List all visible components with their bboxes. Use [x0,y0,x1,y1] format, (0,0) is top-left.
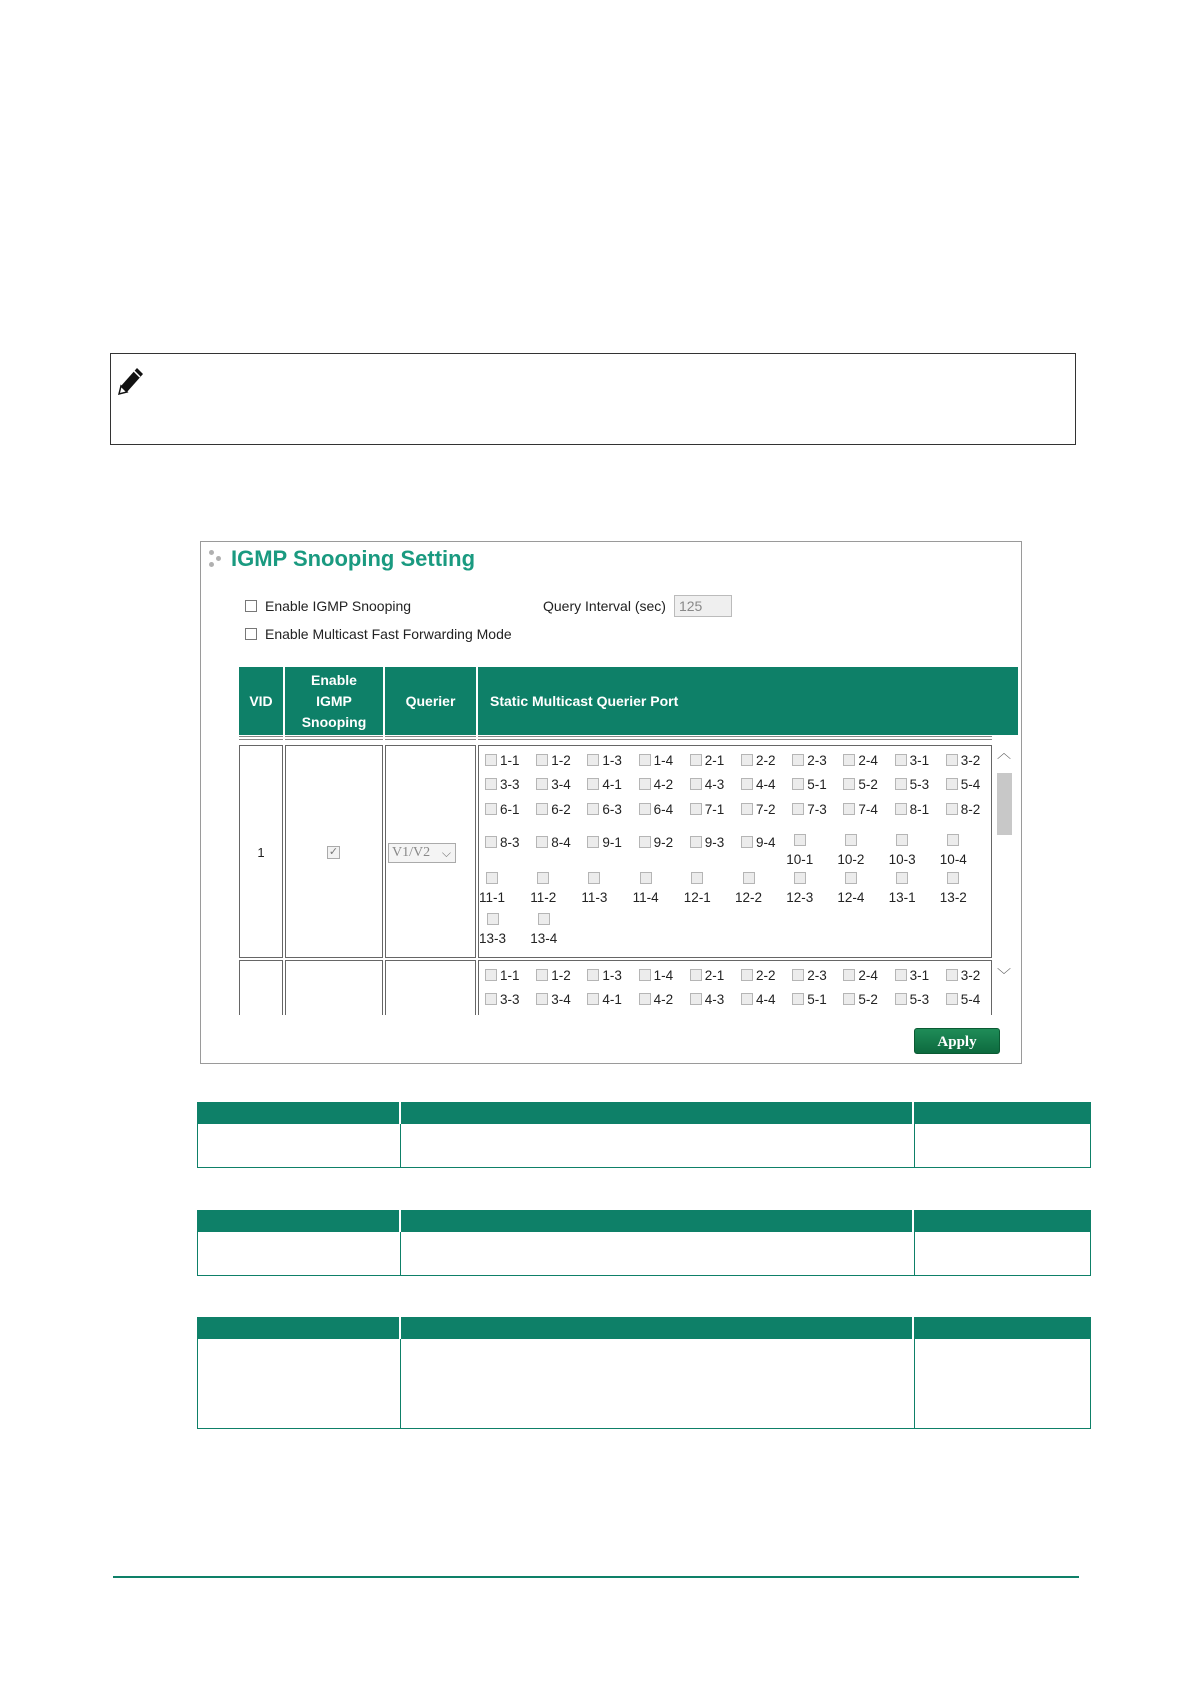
port-option-4-1[interactable] [587,991,622,1007]
footer-rule [113,1576,1079,1578]
port-option-3-4[interactable] [536,776,571,792]
query-interval-label: Query Interval (sec) [543,598,666,614]
port-checkbox[interactable] [587,803,599,815]
port-option-5-2[interactable] [843,991,878,1007]
port-option-3-2[interactable] [946,967,981,983]
port-label: 8-3 [500,834,520,850]
port-option-9-4[interactable] [741,834,776,850]
port-checkbox[interactable] [896,872,908,884]
port-option-3-3[interactable] [485,776,520,792]
port-option-1-2[interactable] [536,967,571,983]
port-label: 4-2 [653,991,674,1007]
port-label: 3-3 [500,776,520,792]
port-label: 8-4 [551,834,571,850]
port-label: 2-2 [756,752,776,768]
scrollbar-thumb[interactable] [997,773,1012,835]
chevron-down-icon[interactable]: ﹀ [997,967,1011,983]
query-interval [543,595,732,617]
col-static-port-label: Static Multicast Querier Port [490,692,679,709]
port-option-9-1[interactable] [587,834,622,850]
port-checkbox[interactable] [485,803,497,815]
port-option-11-3[interactable] [581,872,607,905]
port-option-2-4[interactable] [843,752,878,768]
port-option-4-1[interactable] [587,776,622,792]
port-option-1-1[interactable] [485,967,520,983]
port-checkbox[interactable] [896,834,908,846]
port-option-6-3[interactable] [587,801,622,817]
port-checkbox[interactable] [485,836,497,848]
port-checkbox[interactable] [639,969,651,981]
port-label: 12-1 [683,890,711,905]
port-checkbox[interactable] [792,778,804,790]
port-label: 7-2 [756,801,776,817]
port-checkbox[interactable] [794,872,806,884]
port-option-12-4[interactable] [837,872,864,905]
port-option-3-3[interactable] [485,991,520,1007]
port-checkbox[interactable] [690,836,702,848]
port-checkbox[interactable] [587,778,599,790]
chevron-up-icon[interactable]: ︿ [997,745,1011,761]
port-option-2-1[interactable] [690,752,725,768]
port-checkbox[interactable] [690,969,702,981]
port-checkbox[interactable] [946,803,958,815]
port-option-11-1[interactable] [479,872,505,905]
port-option-12-3[interactable] [786,872,813,905]
port-option-2-4[interactable] [843,967,878,983]
row2-querier-cell [385,960,476,1015]
port-label: 3-2 [960,967,981,983]
port-option-10-1[interactable] [786,834,813,867]
port-label: 4-3 [704,776,725,792]
port-option-5-3[interactable] [895,991,930,1007]
port-checkbox[interactable] [946,969,958,981]
port-label: 2-4 [858,752,878,768]
port-label: 13-3 [479,931,507,946]
title-dots-icon [209,548,227,570]
port-option-4-2[interactable] [639,991,674,1007]
row2-ports-cell [478,960,992,1015]
port-option-1-4[interactable] [639,967,674,983]
port-checkbox[interactable] [843,803,855,815]
port-option-12-2[interactable] [735,872,762,905]
port-label: 3-1 [909,752,930,768]
apply-button[interactable]: Apply [914,1028,1000,1054]
port-label: 9-3 [704,834,725,850]
port-label: 4-2 [653,776,674,792]
port-label: 1-4 [653,967,674,983]
port-option-7-1[interactable] [690,801,725,817]
port-label: 3-1 [909,967,930,983]
port-label: 6-4 [653,801,674,817]
port-checkbox[interactable] [487,913,499,925]
port-label: 12-2 [735,890,763,905]
port-label: 8-2 [960,801,981,817]
col-vid-header [239,667,283,735]
port-option-9-3[interactable] [690,834,725,850]
port-label: 5-3 [909,991,930,1007]
port-label: 3-2 [960,752,981,768]
port-checkbox[interactable] [845,872,857,884]
port-label: 6-3 [602,801,622,817]
port-option-4-4[interactable] [741,776,776,792]
port-option-8-2[interactable] [946,801,981,817]
port-checkbox[interactable] [741,969,753,981]
port-option-8-1[interactable] [895,801,930,817]
port-checkbox[interactable] [639,836,651,848]
port-label: 2-1 [704,752,725,768]
port-option-10-2[interactable] [837,834,864,867]
port-checkbox[interactable] [741,778,753,790]
port-label: 13-1 [888,890,916,905]
port-label: 7-3 [807,801,827,817]
port-label: 11-4 [632,890,659,905]
port-checkbox[interactable] [485,969,497,981]
port-checkbox[interactable] [690,803,702,815]
port-option-5-1[interactable] [792,991,827,1007]
port-checkbox[interactable] [895,993,907,1005]
port-option-7-2[interactable] [741,801,776,817]
port-option-1-3[interactable] [587,752,622,768]
port-checkbox[interactable] [946,993,958,1005]
port-checkbox[interactable] [845,834,857,846]
pencil-icon [115,364,147,398]
port-label: 9-4 [756,834,776,850]
port-label: 4-3 [704,991,725,1007]
port-label: 11-3 [581,890,608,905]
row1-querier-select[interactable] [388,843,456,863]
port-label: 10-4 [939,852,967,867]
port-option-4-4[interactable] [741,991,776,1007]
port-option-4-3[interactable] [690,991,725,1007]
col-enable-header [285,667,383,735]
port-option-6-2[interactable] [536,801,571,817]
port-option-11-2[interactable] [530,872,556,905]
port-checkbox[interactable] [792,993,804,1005]
col-enable-label-1: Enable [311,671,357,688]
port-option-1-2[interactable] [536,752,571,768]
port-option-6-4[interactable] [639,801,674,817]
row1-enable-checkbox[interactable]: ✓ [328,846,339,858]
port-checkbox[interactable] [588,872,600,884]
port-checkbox[interactable] [843,778,855,790]
port-label: 4-4 [756,991,776,1007]
port-checkbox[interactable] [946,754,958,766]
port-label: 1-2 [551,752,571,768]
port-label: 5-3 [909,776,930,792]
port-label: 12-4 [837,890,865,905]
port-checkbox[interactable] [587,993,599,1005]
port-label: 5-1 [807,991,827,1007]
port-checkbox[interactable] [792,969,804,981]
port-option-1-3[interactable] [587,967,622,983]
port-label: 2-2 [756,967,776,983]
port-label: 3-4 [551,991,571,1007]
col-static-port-header [478,667,1018,735]
row1-vid: 1 [257,845,265,860]
port-label: 2-1 [704,967,725,983]
row1-ports-cell [478,745,992,958]
port-checkbox[interactable] [485,993,497,1005]
port-checkbox[interactable] [690,778,702,790]
port-option-1-1[interactable] [485,752,520,768]
enable-igmp-option[interactable] [245,598,411,614]
port-checkbox[interactable] [741,803,753,815]
port-checkbox[interactable] [587,836,599,848]
port-option-2-1[interactable] [690,967,725,983]
port-checkbox[interactable] [741,836,753,848]
port-label: 7-4 [858,801,878,817]
row1-querier-cell [385,745,476,958]
port-checkbox[interactable] [485,754,497,766]
port-checkbox[interactable] [843,993,855,1005]
row2-enable-cell [285,960,383,1015]
port-option-11-4[interactable] [633,872,659,905]
port-option-13-3[interactable] [479,913,506,946]
port-label: 8-1 [909,801,930,817]
panel-title-text: IGMP Snooping Setting [231,546,476,571]
col-enable-label-2: IGMP [316,692,352,709]
note-box [110,353,1076,445]
port-label: 13-4 [530,931,558,946]
port-label: 7-1 [704,801,725,817]
port-checkbox[interactable] [486,872,498,884]
port-option-4-3[interactable] [690,776,725,792]
port-checkbox[interactable] [947,834,959,846]
port-option-6-1[interactable] [485,801,520,817]
port-option-10-4[interactable] [940,834,967,867]
port-label: 4-1 [602,776,622,792]
port-checkbox[interactable] [895,803,907,815]
port-checkbox[interactable] [538,913,550,925]
port-checkbox[interactable] [691,872,703,884]
port-label: 9-2 [653,834,674,850]
table-scrollbar[interactable] [993,739,1015,1002]
port-checkbox[interactable] [741,993,753,1005]
port-checkbox[interactable] [895,778,907,790]
port-option-5-1[interactable] [792,776,827,792]
port-checkbox[interactable] [792,803,804,815]
port-checkbox[interactable] [639,803,651,815]
port-checkbox[interactable] [537,872,549,884]
col-querier-header [385,667,476,735]
port-option-13-2[interactable] [940,872,967,905]
row1-querier-value: V1/V2 [392,845,431,860]
port-label: 11-1 [479,890,506,905]
port-checkbox[interactable] [741,754,753,766]
port-label: 1-2 [551,967,571,983]
chevron-down-icon: ⌵ [441,846,451,860]
port-label: 9-1 [602,834,622,850]
port-option-2-2[interactable] [741,967,776,983]
port-label: 12-3 [786,890,814,905]
port-label: 5-4 [960,991,981,1007]
port-label: 4-4 [756,776,776,792]
port-option-13-1[interactable] [889,872,916,905]
port-option-8-4[interactable] [536,834,571,850]
port-checkbox[interactable] [485,778,497,790]
port-option-9-2[interactable] [639,834,674,850]
port-label: 1-3 [602,967,622,983]
port-checkbox[interactable] [536,754,548,766]
port-option-4-2[interactable] [639,776,674,792]
port-label: 10-3 [888,852,916,867]
port-label: 2-3 [807,752,827,768]
port-label: 2-4 [858,967,878,983]
port-option-8-3[interactable] [485,834,520,850]
col-querier-label: Querier [405,692,456,709]
port-checkbox[interactable] [536,803,548,815]
port-label: 11-2 [530,890,557,905]
port-checkbox[interactable] [640,872,652,884]
port-label: 3-4 [551,776,571,792]
port-label: 1-3 [602,752,622,768]
enable-igmp-label: Enable IGMP Snooping [265,598,412,614]
query-interval-input[interactable]: 125 [674,595,732,617]
port-option-2-3[interactable] [792,752,827,768]
port-option-5-4[interactable] [946,776,981,792]
port-checkbox[interactable] [895,754,907,766]
port-label: 2-3 [807,967,827,983]
port-option-3-2[interactable] [946,752,981,768]
enable-mff-option[interactable] [245,626,512,642]
port-checkbox[interactable] [536,836,548,848]
port-option-5-3[interactable] [895,776,930,792]
port-label: 5-2 [858,776,878,792]
port-option-5-4[interactable] [946,991,981,1007]
port-label: 13-2 [939,890,967,905]
port-option-1-4[interactable] [639,752,674,768]
col-enable-label-3: Snooping [301,713,367,730]
port-label: 6-2 [551,801,571,817]
port-checkbox[interactable] [587,969,599,981]
port-label: 10-2 [837,852,865,867]
enable-mff-checkbox[interactable] [245,628,257,640]
port-checkbox[interactable] [895,969,907,981]
row2-vid-cell [239,960,283,1015]
port-label: 1-1 [500,752,520,768]
col-vid-label: VID [249,692,273,709]
port-checkbox[interactable] [536,778,548,790]
port-label: 5-1 [807,776,827,792]
port-checkbox[interactable] [743,872,755,884]
port-label: 5-2 [858,991,878,1007]
port-checkbox[interactable] [587,754,599,766]
igmp-settings-panel [200,541,1022,1064]
port-checkbox[interactable] [794,834,806,846]
port-checkbox[interactable] [843,754,855,766]
port-label: 10-1 [786,852,814,867]
row1-enable-cell [285,745,383,958]
port-option-3-1[interactable] [895,752,930,768]
port-checkbox[interactable] [843,969,855,981]
port-checkbox[interactable] [792,754,804,766]
port-checkbox[interactable] [536,993,548,1005]
port-checkbox[interactable] [536,969,548,981]
port-checkbox[interactable] [690,993,702,1005]
port-label: 6-1 [500,801,520,817]
panel-title [209,546,475,572]
enable-igmp-checkbox[interactable] [245,600,257,612]
port-option-3-1[interactable] [895,967,930,983]
port-option-2-3[interactable] [792,967,827,983]
enable-mff-label: Enable Multicast Fast Forwarding Mode [265,626,512,642]
port-option-3-4[interactable] [536,991,571,1007]
port-option-2-2[interactable] [741,752,776,768]
port-option-13-4[interactable] [530,913,557,946]
port-checkbox[interactable] [946,778,958,790]
row1-vid-cell [239,745,283,958]
port-option-10-3[interactable] [889,834,916,867]
port-checkbox[interactable] [639,778,651,790]
port-checkbox[interactable] [639,754,651,766]
port-label: 5-4 [960,776,981,792]
port-checkbox[interactable] [639,993,651,1005]
port-label: 1-1 [500,967,520,983]
port-option-7-3[interactable] [792,801,827,817]
port-label: 4-1 [602,991,622,1007]
port-option-12-1[interactable] [684,872,711,905]
port-checkbox[interactable] [947,872,959,884]
port-checkbox[interactable] [690,754,702,766]
port-label: 3-3 [500,991,520,1007]
port-option-5-2[interactable] [843,776,878,792]
port-label: 1-4 [653,752,674,768]
port-option-7-4[interactable] [843,801,878,817]
